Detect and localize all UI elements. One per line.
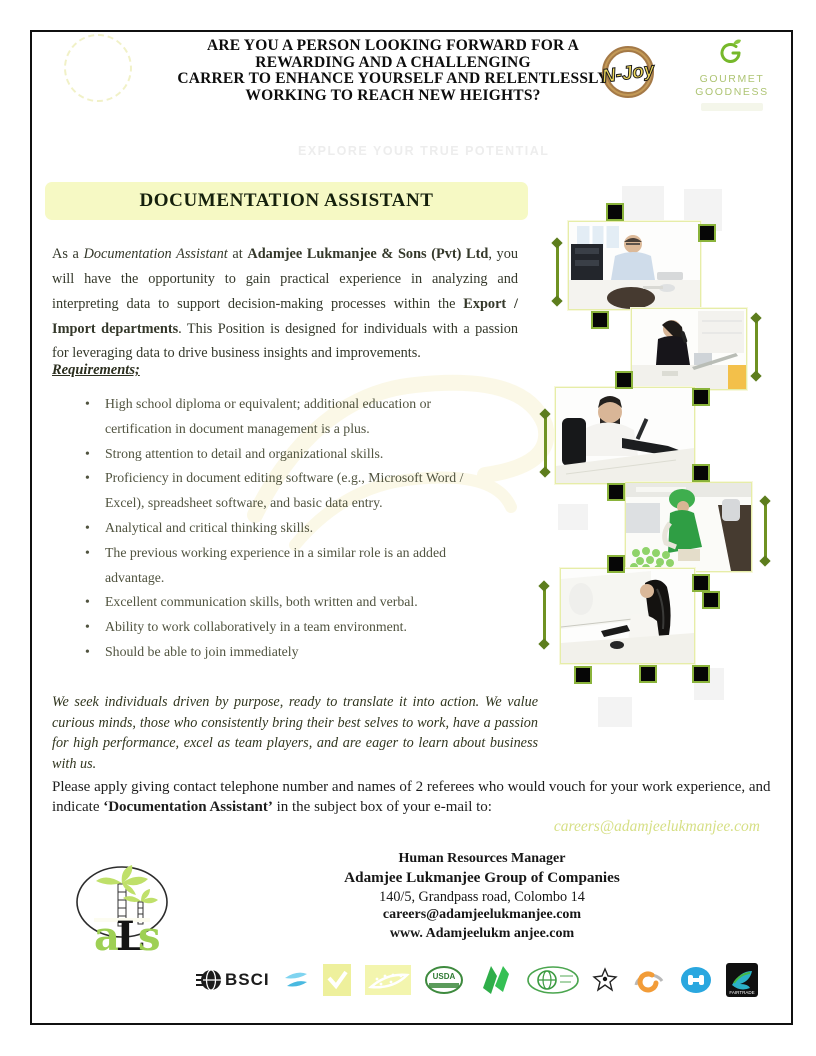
requirements-heading: Requirements; <box>52 362 140 378</box>
collage-square <box>639 665 657 683</box>
collage-square <box>607 555 625 573</box>
photo-office-man-glasses <box>568 221 701 310</box>
header-line: CARRER TO ENHANCE YOURSELF AND RELENTLESSLY <box>177 70 609 88</box>
requirement-item: • High school diploma or equivalent; additional education or certification in document management is a plus. <box>83 392 465 442</box>
contact-website-link[interactable]: www. Adamjeelukm anjee.com <box>389 926 575 942</box>
intro-paragraph <box>52 242 518 366</box>
usda-label: USDA <box>432 972 456 981</box>
photo-factory-worker <box>625 482 752 572</box>
green-connector <box>755 321 758 373</box>
njoy-wordmark: N-Joy <box>600 59 656 88</box>
blue-swoosh-logo <box>283 970 309 990</box>
requirement-item: • Strong attention to detail and organizational skills. <box>83 442 465 467</box>
als-company-logo <box>72 858 172 958</box>
intro-seg: . This Position is designed for individuals with a passion for leveraging data to drive business insights and improvements. <box>52 320 519 362</box>
gourmet-g-leaf-icon <box>717 38 747 68</box>
contact-company: Adamjee Lukmanjee Group of Companies <box>344 868 620 886</box>
green-connector <box>764 504 767 558</box>
requirement-item: • Should be able to join immediately <box>83 640 465 665</box>
header-line: REWARDING AND A CHALLENGING <box>255 53 531 71</box>
contact-block <box>182 850 782 944</box>
gourmet-text-1: GOURMET <box>699 73 765 85</box>
header-question <box>153 38 633 104</box>
als-letter-l: L <box>116 913 145 958</box>
usda-organic-logo <box>425 966 463 994</box>
job-title: DOCUMENTATION ASSISTANT <box>139 190 434 211</box>
collage-square <box>692 574 710 592</box>
ghost-rect <box>622 186 664 226</box>
photo-woman-long-hair-desk <box>560 568 695 664</box>
fairtrade-logo <box>726 963 758 997</box>
star-k-kosher-logo <box>592 967 618 993</box>
njoy-logo <box>598 42 658 102</box>
requirement-item: • The previous working experience in a similar role is an added advantage. <box>83 541 465 591</box>
collage-square <box>692 464 710 482</box>
contact-address: 140/5, Grandpass road, Colombo 14 <box>379 888 585 905</box>
gourmet-goodness-logo <box>690 38 774 110</box>
collage-square <box>574 666 592 684</box>
green-connector <box>556 246 559 298</box>
gourmet-tagline-faint <box>701 103 763 111</box>
fairtrade-label: FAIRTRADE <box>729 990 755 995</box>
collage-square <box>692 388 710 406</box>
gourmet-text-2: GOODNESS <box>695 86 769 98</box>
contact-email-link[interactable]: careers@adamjeelukmanjee.com <box>382 907 582 923</box>
green-connector <box>544 417 547 469</box>
eu-organic-leaf-logo <box>365 965 411 995</box>
apply-email-link[interactable]: careers@adamjeelukmanjee.com <box>553 818 760 836</box>
contact-title: Human Resources Manager <box>398 851 566 866</box>
collage-square <box>615 371 633 389</box>
als-letter-s: s <box>138 913 161 958</box>
intro-company-bold: Adamjee Lukmanjee & Sons (Pvt) Ltd <box>247 246 489 263</box>
requirements-list <box>83 392 465 665</box>
bsci-logo <box>196 968 270 992</box>
intro-seg: at <box>227 246 248 263</box>
requirement-item: • Analytical and critical thinking skills. <box>83 516 465 541</box>
intro-seg: , you will have the opportunity to gain practical experience in analyzing and interpreting data to support decision-making processes within the <box>52 246 518 312</box>
header-line: WORKING TO REACH NEW HEIGHTS? <box>245 86 541 104</box>
control-union-globe-logo <box>527 966 579 994</box>
requirement-item: • Excellent communication skills, both written and verbal. <box>83 590 465 615</box>
requirement-item: • Ability to work collaboratively in a team environment. <box>83 615 465 640</box>
header-line: ARE YOU A PERSON LOOKING FORWARD FOR A <box>206 37 580 54</box>
halal-blue-logo <box>680 966 712 994</box>
photo-office-woman-phone <box>631 308 747 390</box>
green-ribbon-logo <box>477 962 513 998</box>
job-title-banner <box>45 182 528 220</box>
ghost-rect <box>598 697 632 727</box>
intro-role-italic: Documentation Assistant <box>83 246 228 263</box>
collage-square <box>607 483 625 501</box>
collage-square <box>702 591 720 609</box>
brc-check-logo <box>323 964 351 996</box>
orange-c-circle-logo <box>632 965 666 995</box>
als-letter-a: a <box>94 913 120 958</box>
apply-instructions <box>52 778 778 837</box>
requirement-item: • Proficiency in document editing software (e.g., Microsoft Word / Excel), spreadsheet software, and basic data entry. <box>83 466 465 516</box>
bsci-label: BSCI <box>225 970 270 989</box>
collage-square <box>698 224 716 242</box>
bsci-globe-icon <box>196 968 222 992</box>
certification-logo-row <box>196 956 758 1004</box>
photo-man-laptop-desk <box>555 387 695 484</box>
green-connector <box>543 589 546 641</box>
faint-round-stamp-icon <box>64 34 132 102</box>
ghost-rect <box>558 504 588 530</box>
intro-departments-bold: Export / Import departments <box>52 295 518 337</box>
apply-seg: in the subject box of your e-mail to: <box>272 798 492 815</box>
values-paragraph: We seek individuals driven by purpose, ready to translate it into action. We value curious minds, those who consistently bring their best selves to work, have a passion for high performance, excel as team players, and are eager to learn about business with us. <box>52 694 538 772</box>
apply-seg: Please apply giving contact telephone number and names of 2 referees who would vouch for your work experience, and indicate <box>52 779 771 815</box>
collage-square <box>606 203 624 221</box>
collage-square <box>692 665 710 683</box>
collage-square <box>591 311 609 329</box>
faint-header-tagline: EXPLORE YOUR TRUE POTENTIAL <box>298 144 550 158</box>
apply-subject-bold: ‘Documentation Assistant’ <box>103 798 273 815</box>
intro-seg: As a <box>52 246 84 263</box>
